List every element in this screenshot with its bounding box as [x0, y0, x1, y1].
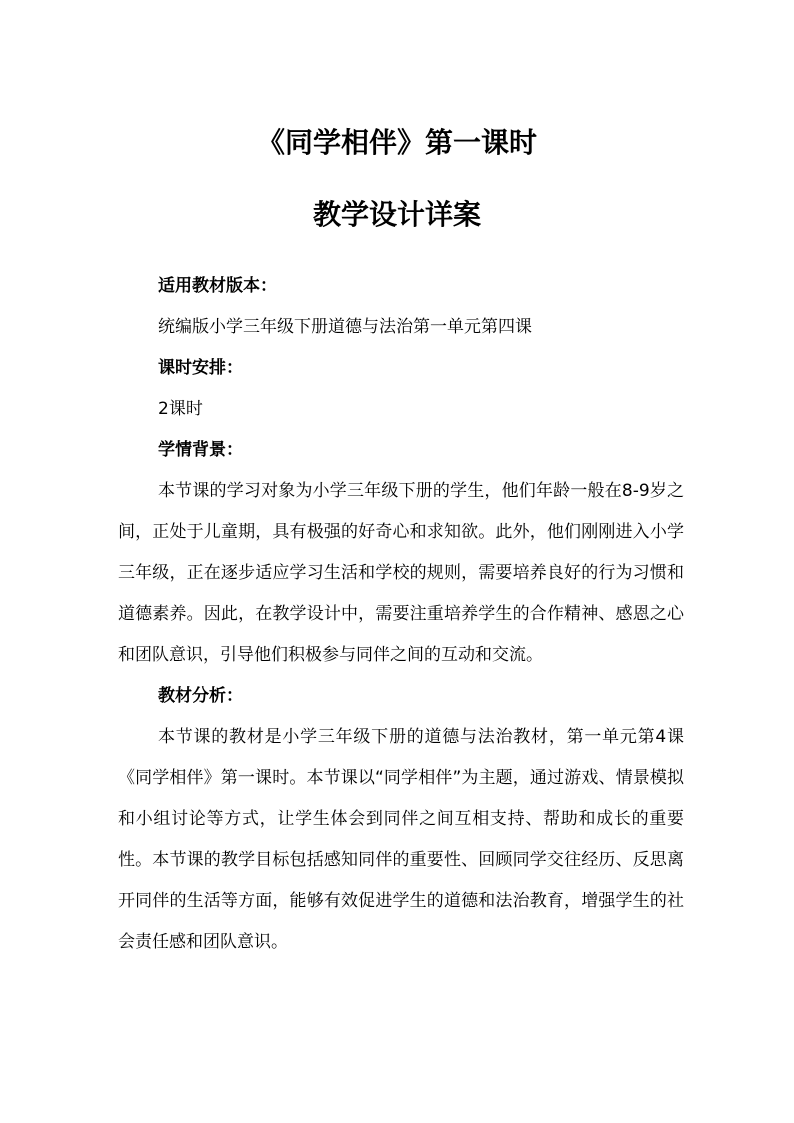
section-heading-material-analysis: 教材分析： — [158, 686, 243, 706]
section-heading-textbook-version: 适用教材版本： — [158, 276, 277, 296]
section-heading-lesson-schedule: 课时安排： — [158, 358, 243, 378]
document-subtitle: 教学设计详案 — [312, 198, 481, 231]
document-body — [118, 266, 684, 963]
section-content-material-analysis: 本节课的教材是小学三年级下册的道德与法治教材，第一单元第4课《同学相伴》第一课时。本节课以“同学相伴”为主题，通过游戏、情景模拟和小组讨论等方式，让学生体会到同伴之间互相支持、帮助和成长的重要性。本节课的教学目标包括感知同伴的重要性、回顾同学交往经历、反思离开同伴的生活等方面，能够有效促进学生的道德和法治教育，增强学生的社会责任感和团队意识。 — [118, 727, 684, 952]
section-content-student-background: 本节课的学习对象为小学三年级下册的学生，他们年龄一般在8-9岁之间，正处于儿童期，具有极强的好奇心和求知欲。此外，他们刚刚进入小学三年级，正在逐步适应学习生活和学校的规则，需要培养良好的行为习惯和道德素养。因此，在教学设计中，需要注重培养学生的合作精神、感恩之心和团队意识，引导他们积极参与同伴之间的互动和交流。 — [118, 481, 684, 665]
section-heading-student-background: 学情背景： — [158, 440, 243, 460]
section-content-textbook-version: 统编版小学三年级下册道德与法治第一单元第四课 — [158, 317, 532, 337]
document-title: 《同学相伴》第一课时 — [256, 126, 537, 159]
section-content-lesson-schedule: 2课时 — [158, 399, 203, 419]
